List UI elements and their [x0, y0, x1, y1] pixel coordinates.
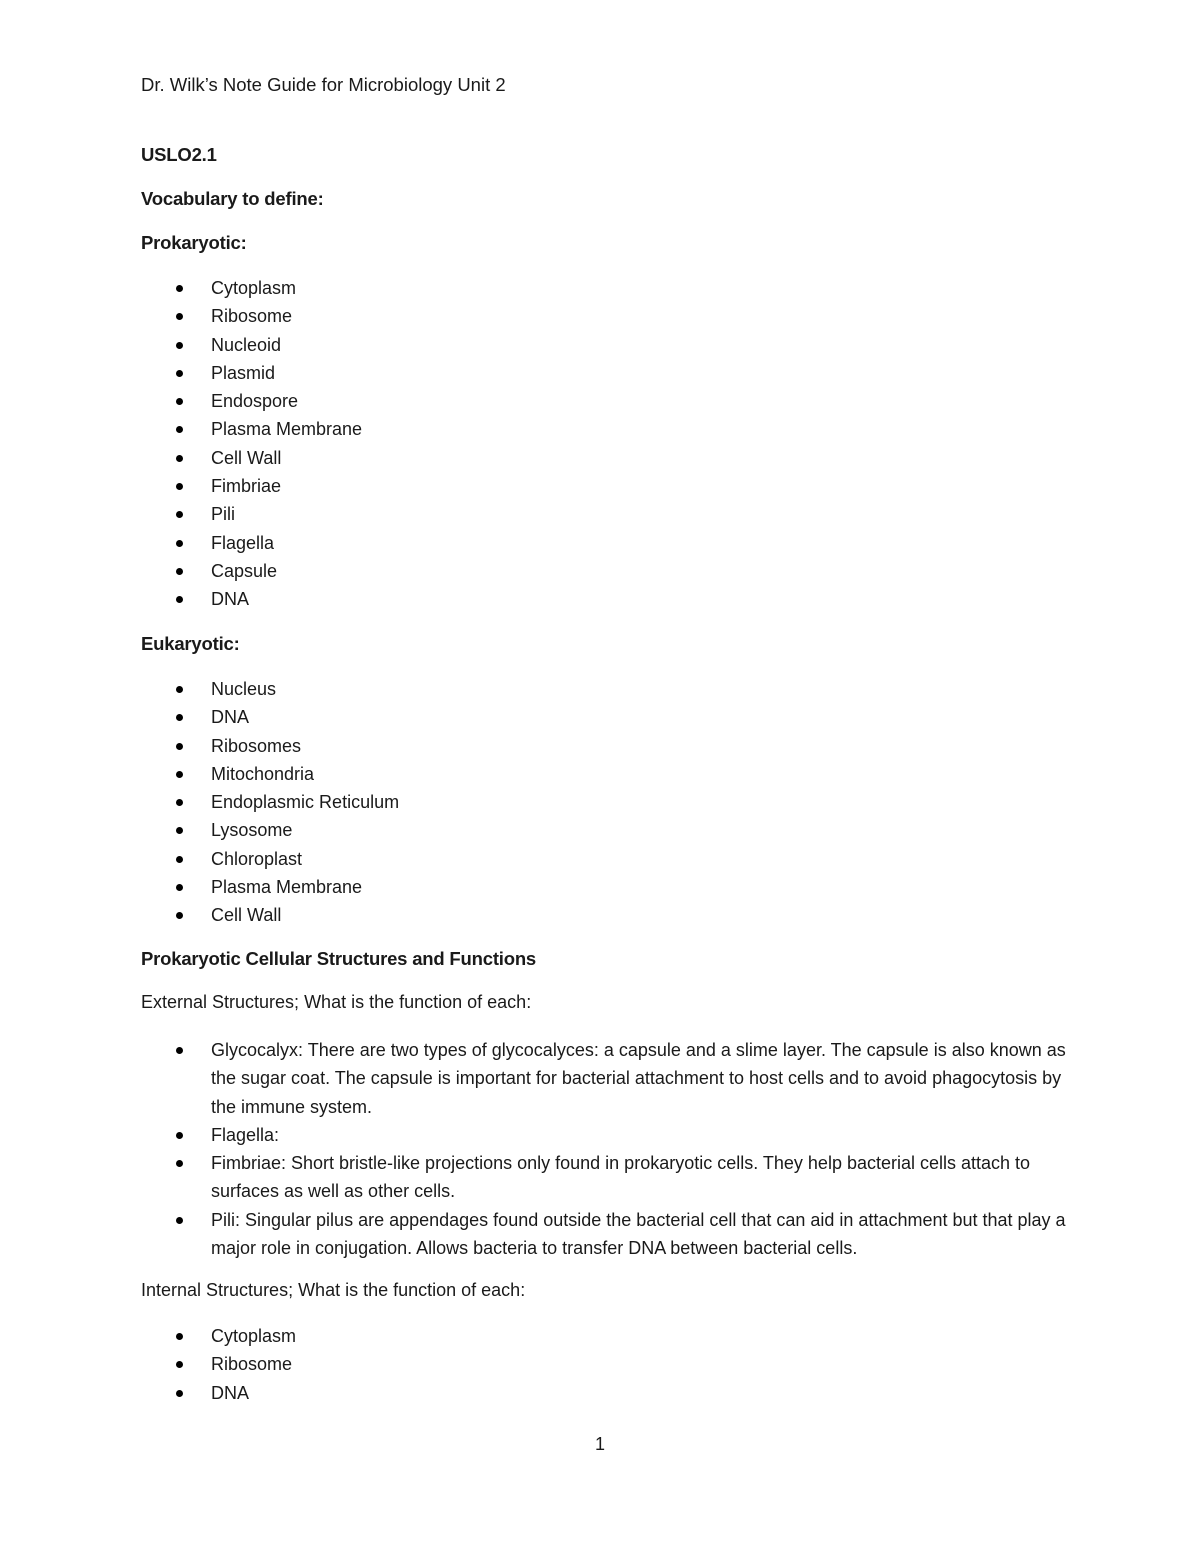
- list-item: Ribosome: [141, 1350, 1071, 1378]
- prokaryotic-list: [141, 274, 1071, 614]
- list-item: Pili: Singular pilus are appendages found outside the bacterial cell that can aid in attachment but that play a major role in conjugation. Allows bacteria to transfer DNA between bacterial cells.: [141, 1206, 1071, 1263]
- list-item: DNA: [141, 585, 1071, 613]
- list-item: Flagella:: [141, 1121, 1071, 1149]
- list-item: Pili: [141, 500, 1071, 528]
- internal-intro: Internal Structures; What is the function of each:: [141, 1280, 526, 1300]
- list-item: Chloroplast: [141, 845, 1071, 873]
- structures-heading: Prokaryotic Cellular Structures and Functions: [141, 948, 537, 969]
- eukaryotic-list: [141, 675, 1071, 930]
- page-header: Dr. Wilk’s Note Guide for Microbiology Unit 2: [141, 74, 506, 95]
- list-item: Endoplasmic Reticulum: [141, 788, 1071, 816]
- page-number: 1: [594, 1434, 605, 1454]
- section-code: USLO2.1: [141, 144, 217, 165]
- list-item: Cytoplasm: [141, 274, 1071, 302]
- list-item: Cell Wall: [141, 901, 1071, 929]
- eukaryotic-heading: Eukaryotic:: [141, 633, 240, 654]
- list-item: Flagella: [141, 529, 1071, 557]
- list-item: Glycocalyx: There are two types of glycocalyces: a capsule and a slime layer. The capsule is also known as the sugar coat. The capsule is important for bacterial attachment to host cells and to avoid phagocytosis by the immune system.: [141, 1036, 1071, 1121]
- list-item: Cell Wall: [141, 444, 1071, 472]
- list-item: Endospore: [141, 387, 1071, 415]
- external-list: [141, 1036, 1071, 1262]
- list-item: Plasma Membrane: [141, 415, 1071, 443]
- list-item: Ribosomes: [141, 732, 1071, 760]
- list-item: Plasmid: [141, 359, 1071, 387]
- list-item: Nucleoid: [141, 331, 1071, 359]
- list-item: Fimbriae: [141, 472, 1071, 500]
- list-item: Nucleus: [141, 675, 1071, 703]
- external-intro: External Structures; What is the function of each:: [141, 992, 532, 1012]
- list-item: Plasma Membrane: [141, 873, 1071, 901]
- list-item: Fimbriae: Short bristle-like projections only found in prokaryotic cells. They help bacterial cells attach to surfaces as well as other cells.: [141, 1149, 1071, 1206]
- list-item: DNA: [141, 703, 1071, 731]
- list-item: DNA: [141, 1379, 1071, 1407]
- list-item: Capsule: [141, 557, 1071, 585]
- prokaryotic-heading: Prokaryotic:: [141, 232, 247, 253]
- list-item: Cytoplasm: [141, 1322, 1071, 1350]
- list-item: Ribosome: [141, 302, 1071, 330]
- vocab-heading: Vocabulary to define:: [141, 188, 324, 209]
- internal-list: [141, 1322, 1071, 1407]
- list-item: Lysosome: [141, 816, 1071, 844]
- list-item: Mitochondria: [141, 760, 1071, 788]
